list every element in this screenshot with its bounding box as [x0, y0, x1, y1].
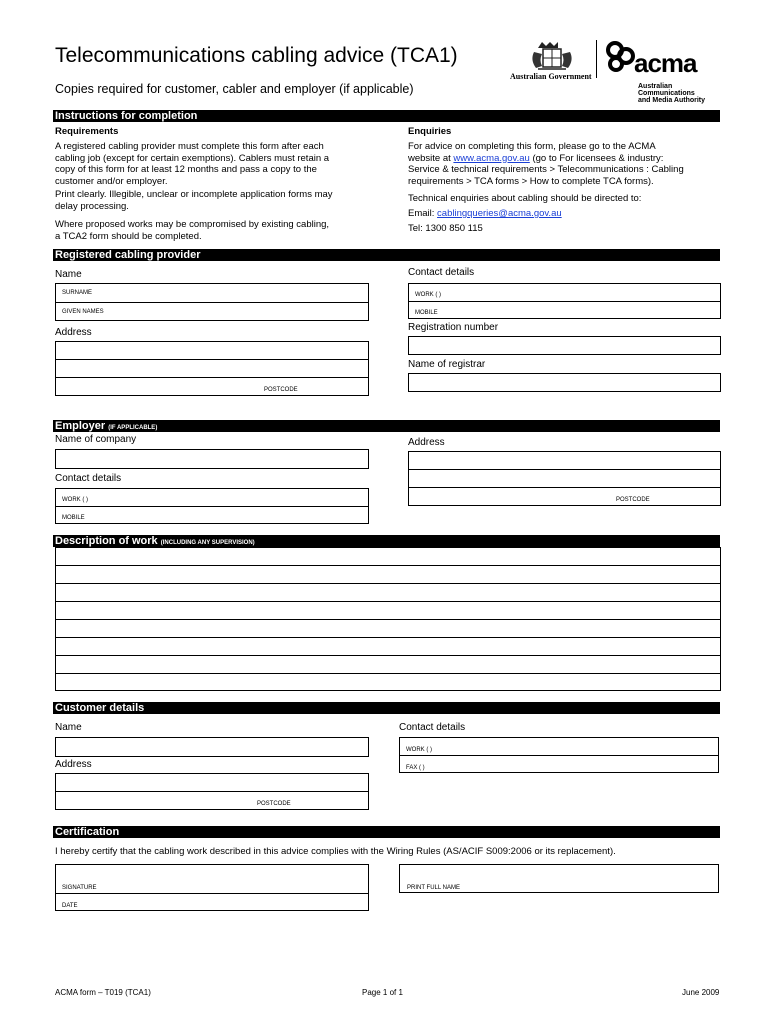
- footer-page-number: Page 1 of 1: [362, 988, 403, 997]
- provider-address-field[interactable]: [55, 341, 369, 396]
- description-line: [55, 619, 721, 620]
- registration-number-field[interactable]: [408, 336, 721, 355]
- enquiries-heading: Enquiries: [408, 126, 452, 137]
- provider-heading: Registered cabling provider: [53, 249, 720, 261]
- provider-surname-field[interactable]: SURNAME: [62, 290, 93, 296]
- acma-symbol-icon: [604, 40, 638, 74]
- form-title: Telecommunications cabling advice (TCA1): [55, 44, 458, 67]
- registrar-name-field[interactable]: [408, 373, 721, 392]
- description-heading: Description of work (INCLUDING ANY SUPERVISION): [53, 535, 720, 547]
- footer-form-id: ACMA form – T019 (TCA1): [55, 988, 151, 997]
- acma-name-line2: Communications: [638, 90, 695, 97]
- date-field[interactable]: DATE: [62, 903, 78, 909]
- signature-date-box: [55, 864, 369, 911]
- description-line: [55, 601, 721, 602]
- requirements-para-2: Print clearly. Illegible, unclear or incomplete application forms may delay processing.: [55, 189, 333, 212]
- company-name-label: Name of company: [55, 434, 137, 445]
- requirements-para-1: A registered cabling provider must complete this form after each cabling job (except for certain exemptions). Cablers must retain a copy of this form for at least 12 months and pass a copy to the customer and/or employer.: [55, 141, 330, 187]
- employer-mobile-field[interactable]: MOBILE: [62, 515, 85, 521]
- acma-name-line3: and Media Authority: [638, 97, 706, 104]
- customer-fax-field[interactable]: FAX ( ): [406, 765, 425, 771]
- employer-address-line-1: [408, 469, 721, 470]
- customer-address-line: [55, 791, 369, 792]
- print-full-name-field[interactable]: PRINT FULL NAME: [407, 885, 461, 891]
- provider-given-names-field[interactable]: GIVEN NAMES: [62, 309, 104, 315]
- provider-name-divider: [55, 302, 369, 303]
- customer-contact-label: Contact details: [399, 722, 466, 733]
- description-line: [55, 655, 721, 656]
- provider-address-label: Address: [55, 327, 92, 338]
- customer-heading: Customer details: [53, 702, 720, 714]
- requirements-para-3: Where proposed works may be compromised by existing cabling, a TCA2 form should be completed.: [55, 219, 330, 242]
- description-line: [55, 583, 721, 584]
- employer-contact-label: Contact details: [55, 473, 122, 484]
- employer-work-phone-field[interactable]: WORK ( ): [62, 497, 88, 503]
- provider-address-line-1: [55, 359, 369, 360]
- enquiries-phone: Tel: 1300 850 115: [408, 223, 483, 234]
- logo-divider: [596, 40, 597, 78]
- employer-address-field[interactable]: [408, 451, 721, 506]
- provider-work-phone-field[interactable]: WORK ( ): [415, 292, 441, 298]
- government-crest-logo: [510, 38, 594, 84]
- provider-address-line-2: [55, 377, 369, 378]
- footer-date: June 2009: [682, 988, 720, 997]
- acma-name-line1: Australian: [638, 83, 673, 90]
- customer-address-label: Address: [55, 759, 92, 770]
- form-subtitle: Copies required for customer, cabler and employer (if applicable): [55, 82, 414, 96]
- description-line: [55, 673, 721, 674]
- email-link[interactable]: cablingqueries@acma.gov.au: [437, 208, 562, 219]
- requirements-heading: Requirements: [55, 126, 119, 137]
- technical-enquiries: Technical enquiries about cabling should be directed to:: [408, 193, 642, 204]
- signature-divider: [55, 893, 369, 894]
- employer-heading: Employer (IF APPLICABLE): [53, 420, 720, 432]
- instructions-heading: Instructions for completion: [53, 110, 720, 122]
- employer-address-label: Address: [408, 437, 445, 448]
- provider-contact-label: Contact details: [408, 267, 475, 278]
- employer-contact-divider: [55, 506, 369, 507]
- provider-postcode-field[interactable]: POSTCODE: [264, 387, 298, 393]
- customer-name-field[interactable]: [55, 737, 369, 757]
- provider-name-label: Name: [55, 269, 82, 280]
- employer-postcode-field[interactable]: POSTCODE: [616, 497, 650, 503]
- customer-name-label: Name: [55, 722, 82, 733]
- certification-heading: Certification: [53, 826, 720, 838]
- description-line: [55, 637, 721, 638]
- provider-mobile-field[interactable]: MOBILE: [415, 310, 438, 316]
- acma-wordmark: acma: [634, 48, 697, 78]
- employer-address-line-2: [408, 487, 721, 488]
- registrar-name-label: Name of registrar: [408, 359, 486, 370]
- description-line: [55, 565, 721, 566]
- acma-logo: [604, 40, 724, 106]
- enquiries-para: For advice on completing this form, please go to the ACMA website at www.acma.gov.au (go to For licensees & industry: Service & technical requirements > Telecommunications : Cabling requirements > TCA forms > How to complete TCA forms).: [408, 141, 684, 187]
- provider-contact-divider: [408, 301, 721, 302]
- company-name-field[interactable]: [55, 449, 369, 469]
- customer-postcode-field[interactable]: POSTCODE: [257, 801, 291, 807]
- certification-statement: I hereby certify that the cabling work described in this advice complies with the Wiring Rules (AS/ACIF S009:2006 or its replacement).: [55, 846, 616, 857]
- customer-contact-divider: [399, 755, 719, 756]
- registration-number-label: Registration number: [408, 322, 499, 333]
- enquiries-email: Email: cablingqueries@acma.gov.au: [408, 208, 562, 219]
- acma-website-link[interactable]: www.acma.gov.au: [453, 152, 530, 164]
- government-label: Australian Government: [510, 72, 592, 81]
- customer-work-phone-field[interactable]: WORK ( ): [406, 747, 432, 753]
- signature-field[interactable]: SIGNATURE: [62, 885, 97, 891]
